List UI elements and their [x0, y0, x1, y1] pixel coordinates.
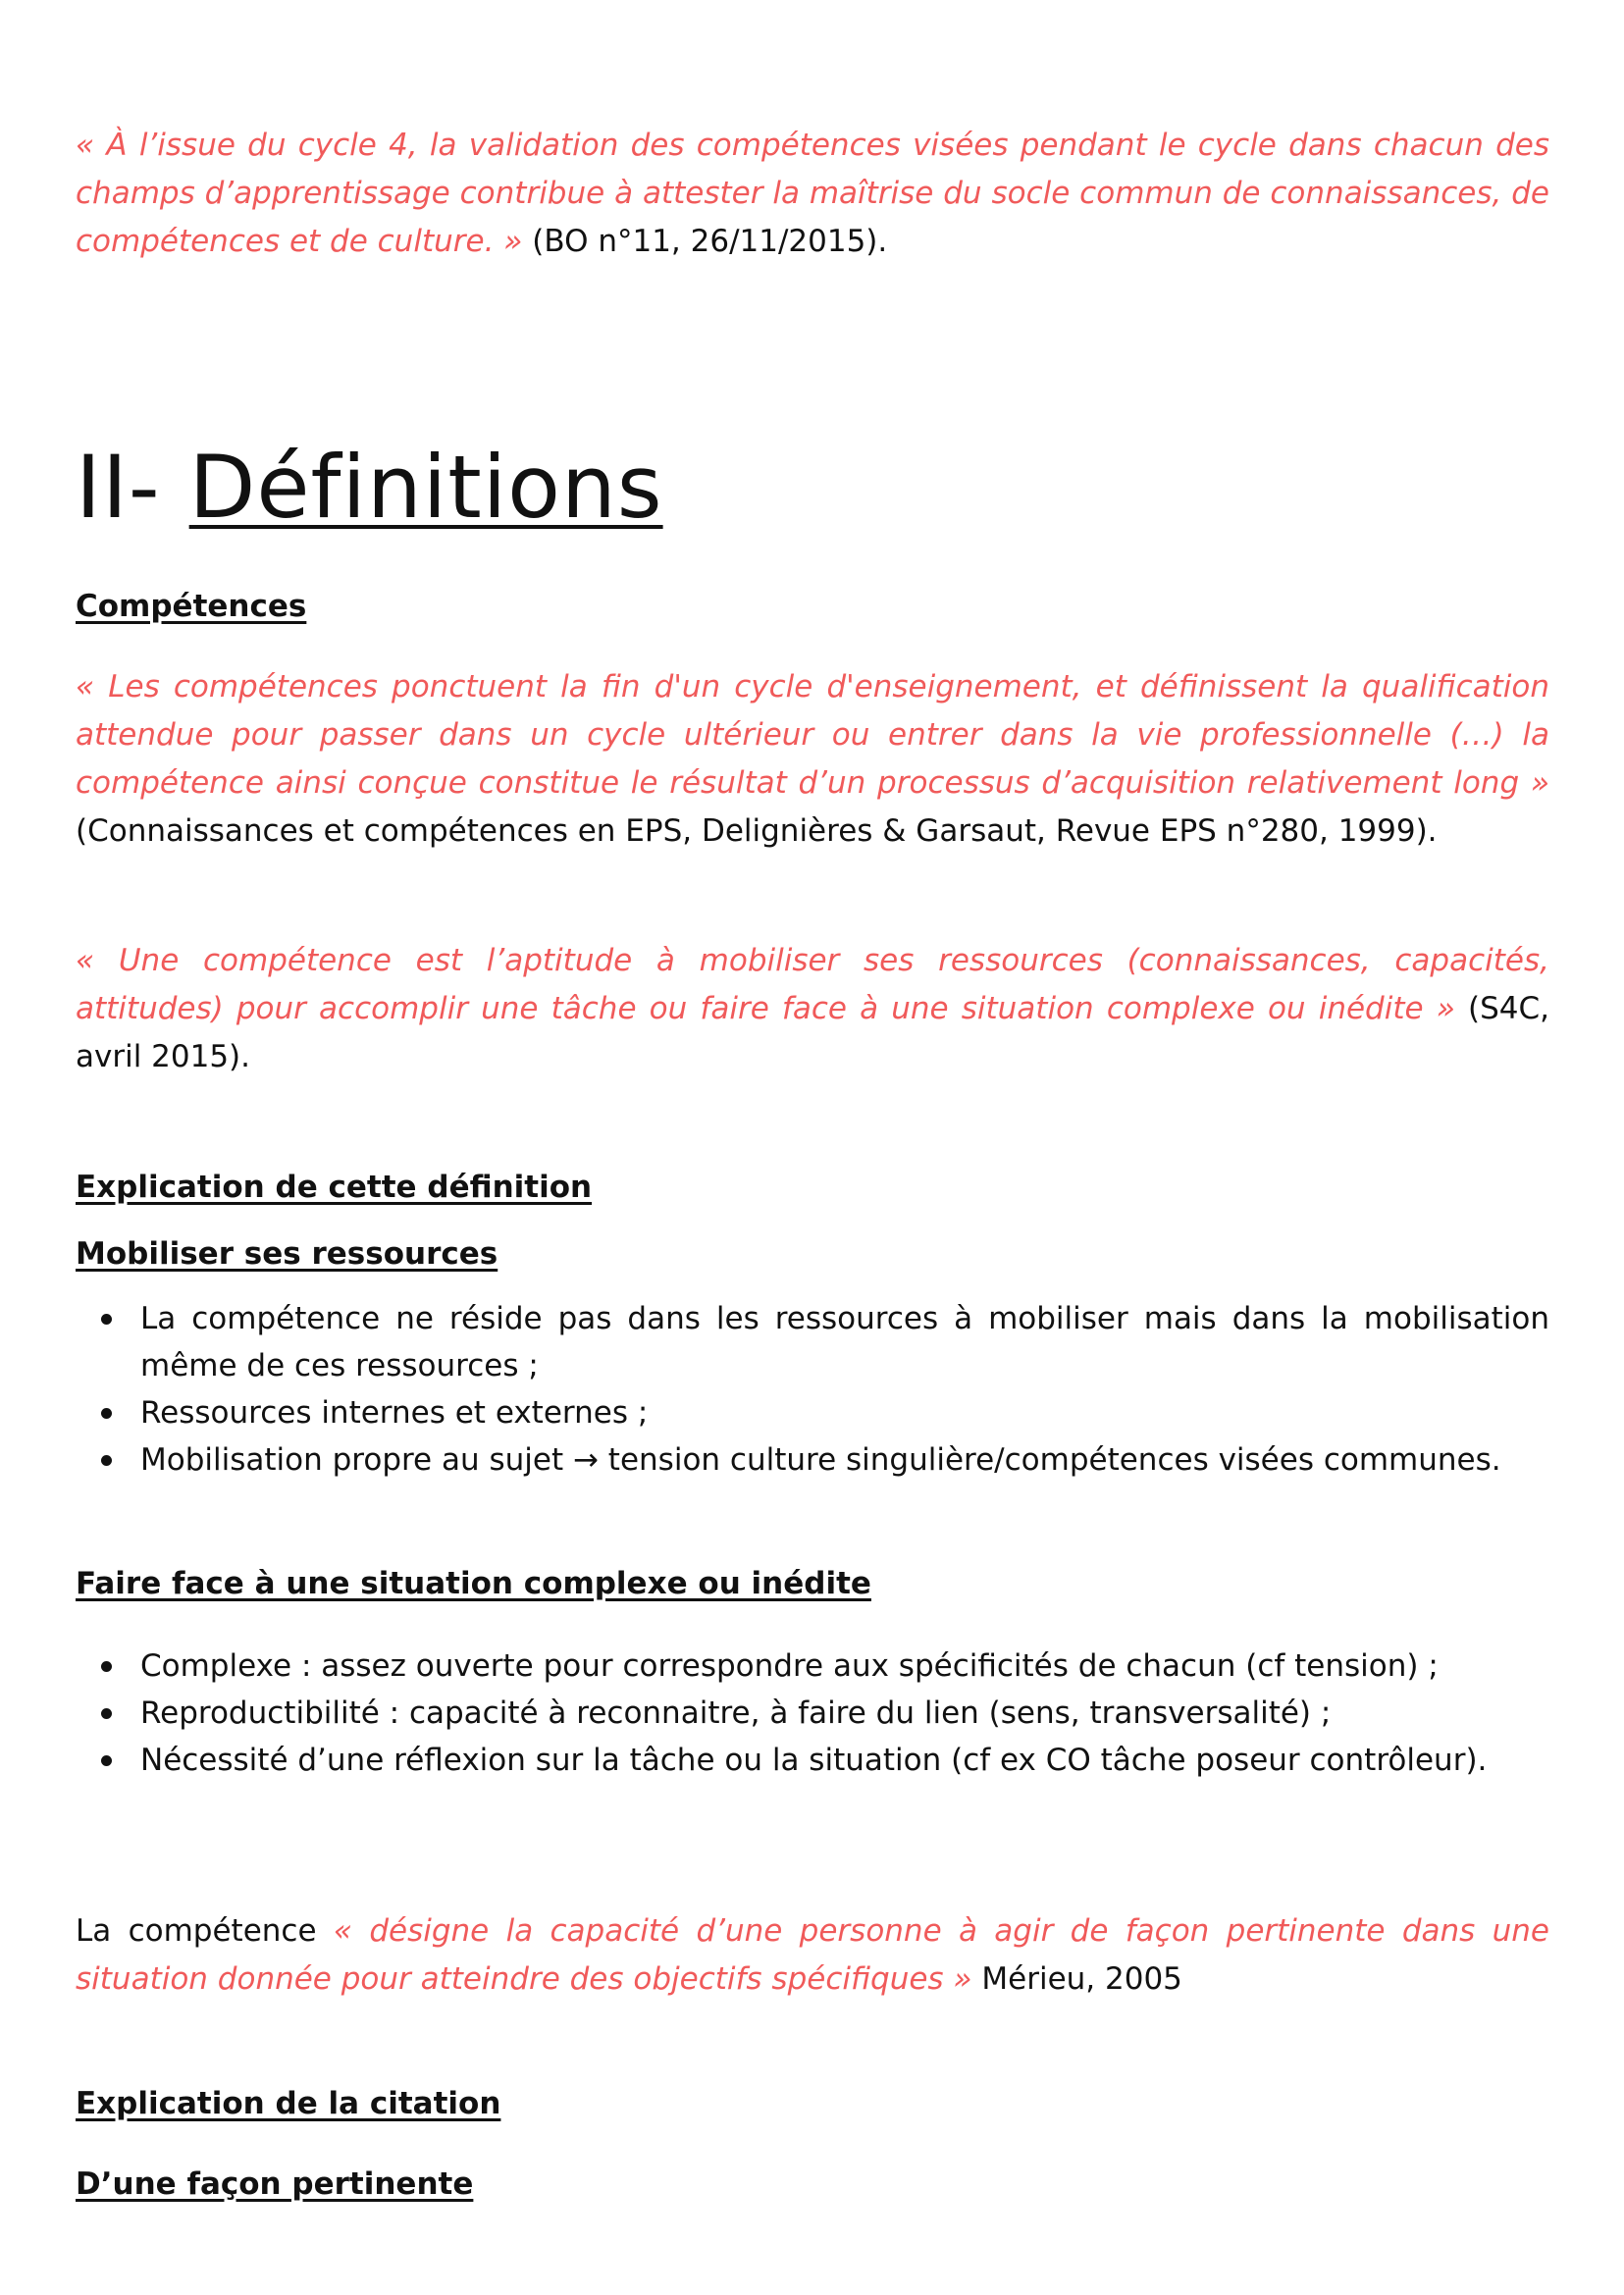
meirieu-paragraph — [76, 1907, 1549, 2004]
facon-pertinente-subtitle: D’une façon pertinente — [76, 2166, 474, 2202]
section-title-text: Définitions — [188, 437, 663, 538]
meirieu-quote: « désigne la capacité d’une personne à agir de façon pertinente dans une situation donnée pour atteindre des objectifs spécifiques » — [76, 1913, 1549, 1997]
mobiliser-list — [76, 1295, 1549, 1484]
meirieu-lead: La compétence — [76, 1913, 334, 1949]
bullet-icon — [101, 1314, 112, 1325]
competences-heading: Compétences — [76, 589, 307, 624]
mobiliser-subtitle: Mobiliser ses ressources — [76, 1236, 498, 1272]
list-item: Mobilisation propre au sujet → tension culture singulière/compétences visées communes. — [76, 1436, 1549, 1484]
section-title — [76, 439, 663, 537]
list-item: Reproductibilité : capacité à reconnaitre, à faire du lien (sens, transversalité) ; — [76, 1690, 1549, 1737]
bullet-icon — [101, 1408, 112, 1419]
explication-definition-heading: Explication de cette définition — [76, 1170, 593, 1205]
intro-quote-text: « À l’issue du cycle 4, la validation des compétences visées pendant le cycle dans chacun des champs d’apprentissage contribue à attester la maîtrise du socle commun de connaissances, de compétences et de culture. » — [76, 128, 1549, 259]
list-item: Complexe : assez ouverte pour correspondre aux spécificités de chacun (cf tension) ; — [76, 1643, 1549, 1690]
competences-quote2-text: « Une compétence est l’aptitude à mobiliser ses ressources (connaissances, capacités, attitudes) pour accomplir une tâche ou faire face à une situation complexe ou inédite » — [76, 943, 1549, 1026]
bullet-icon — [101, 1708, 112, 1719]
intro-quote-paragraph — [76, 122, 1549, 266]
list-item: Nécessité d’une réflexion sur la tâche ou la situation (cf ex CO tâche poseur contrôleur). — [76, 1737, 1549, 1784]
competences-quote1-source: (Connaissances et compétences en EPS, Delignières & Garsaut, Revue EPS n°280, 1999). — [76, 813, 1438, 849]
faire-face-list — [76, 1643, 1549, 1784]
section-number: II- — [76, 437, 189, 538]
bullet-icon — [101, 1455, 112, 1466]
list-item: La compétence ne réside pas dans les ressources à mobiliser mais dans la mobilisation même de ces ressources ; — [76, 1295, 1549, 1389]
bullet-icon — [101, 1755, 112, 1766]
meirieu-source: Mérieu, 2005 — [971, 1961, 1182, 1997]
competences-quote1-text: « Les compétences ponctuent la fin d'un cycle d'enseignement, et définissent la qualification attendue pour passer dans un cycle ultérieur ou entrer dans la vie professionnelle (…) la compétence ainsi conçue constitue le résultat d’un processus d’acquisition relativement long » — [76, 669, 1549, 801]
bullet-icon — [101, 1661, 112, 1672]
list-item: Ressources internes et externes ; — [76, 1389, 1549, 1436]
competences-quote2-paragraph — [76, 937, 1549, 1081]
competences-quote2-source: (S4C, avril 2015). — [76, 991, 1549, 1074]
intro-quote-source: (BO n°11, 26/11/2015). — [522, 224, 888, 259]
faire-face-subtitle: Faire face à une situation complexe ou inédite — [76, 1566, 871, 1601]
explication-citation-heading: Explication de la citation — [76, 2086, 501, 2121]
competences-quote1-paragraph — [76, 663, 1549, 856]
